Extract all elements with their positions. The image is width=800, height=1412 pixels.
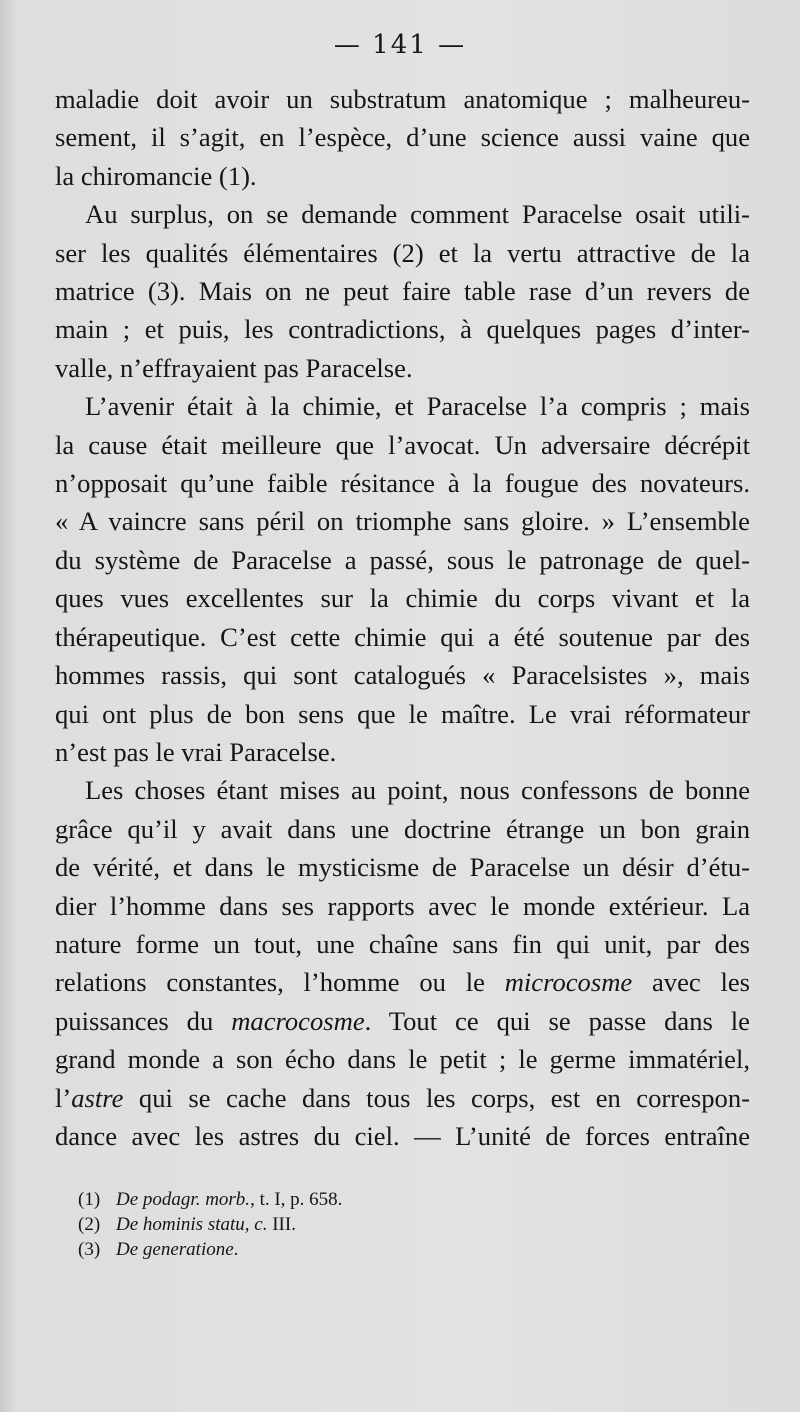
text-line: valle, n’effrayaient pas Paracelse. [55, 352, 413, 383]
citation-text: . [233, 1239, 239, 1260]
citation-title: De podagr. morb. [116, 1189, 251, 1210]
text-line: « A vaincre sans péril on triomphe sans gloire. » L’ensemble [55, 506, 750, 537]
text-line: dance avec les astres du ciel. — L’unité de forces entraîne [55, 1120, 750, 1151]
text-segment: . Tout ce qui se passe dans le [364, 1005, 750, 1036]
text-line: la chiromancie (1). [55, 160, 257, 191]
text-line: nature forme un tout, une chaîne sans fin qui unit, par des [55, 928, 750, 959]
text-segment: qui se cache dans tous les corps, est en correspon- [123, 1082, 750, 1113]
citation-text: , t. I, p. 658. [250, 1189, 343, 1210]
text-line: sement, il s’agit, en l’espèce, d’une science aussi vaine que [55, 122, 750, 153]
italic-term: microcosme [504, 967, 633, 998]
text-line: main ; et puis, les contradictions, à quelques pages d’inter- [55, 314, 750, 345]
text-line: grand monde a son écho dans le petit ; le germe immatériel, [55, 1044, 750, 1075]
text-line [55, 1002, 750, 1040]
text-line: de vérité, et dans le mysticisme de Paracelse un désir d’étu- [55, 852, 750, 883]
italic-term: macrocosme [231, 1005, 365, 1036]
body-text [55, 80, 750, 1155]
footnote [78, 1187, 738, 1212]
footnote-number: (2) [78, 1214, 101, 1235]
text-line: qui ont plus de bon sens que le maître. Le vrai réformateur [55, 698, 750, 729]
text-segment: avec les [632, 967, 751, 998]
citation-title: De generatione [116, 1239, 234, 1260]
text-line: hommes rassis, qui sont catalogués « Paracelsistes », mais [55, 660, 750, 691]
text-line: matrice (3). Mais on ne peut faire table rase d’un revers de [55, 276, 750, 307]
text-segment: l’ [55, 1082, 72, 1113]
citation-text: III. [267, 1214, 296, 1235]
footnote [78, 1212, 738, 1237]
text-line: la cause était meilleure que l’avocat. Un adversaire décrépit [55, 429, 750, 460]
citation-title: c. [254, 1214, 268, 1235]
text-line: n’est pas le vrai Paracelse. [55, 736, 337, 767]
text-line: thérapeutique. C’est cette chimie qui a été soutenue par des [55, 621, 750, 652]
text-line: ser les qualités élémentaires (2) et la vertu attractive de la [55, 237, 750, 268]
citation-title: De hominis statu [116, 1214, 245, 1235]
text-line: dier l’homme dans ses rapports avec le monde extérieur. La [55, 890, 750, 921]
footnote-number: (3) [78, 1239, 101, 1260]
text-line: n’opposait qu’une faible résitance à la fougue des novateurs. [55, 468, 750, 499]
page-number: — 141 — [333, 30, 467, 60]
citation-text: , [244, 1214, 255, 1235]
footnote [78, 1237, 738, 1262]
text-line: du système de Paracelse a passé, sous le patronage de quel- [55, 544, 750, 575]
text-line [55, 963, 750, 1001]
text-line: L’avenir était à la chimie, et Paracelse l’a compris ; mais [85, 391, 750, 422]
text-line: Au surplus, on se demande comment Paracelse osait utili- [85, 199, 750, 230]
text-line: grâce qu’il y avait dans une doctrine étrange un bon grain [55, 813, 750, 844]
text-line: ques vues excellentes sur la chimie du corps vivant et la [55, 583, 750, 614]
text-line [55, 1079, 750, 1117]
text-segment: relations constantes, l’homme ou le [55, 967, 505, 998]
footnote-number: (1) [78, 1189, 101, 1210]
italic-term: astre [71, 1082, 124, 1113]
text-segment: puissances du [55, 1005, 232, 1036]
text-line: maladie doit avoir un substratum anatomique ; malheureu- [55, 84, 750, 114]
footnotes [78, 1187, 738, 1262]
text-line: Les choses étant mises au point, nous confessons de bonne [85, 775, 750, 806]
